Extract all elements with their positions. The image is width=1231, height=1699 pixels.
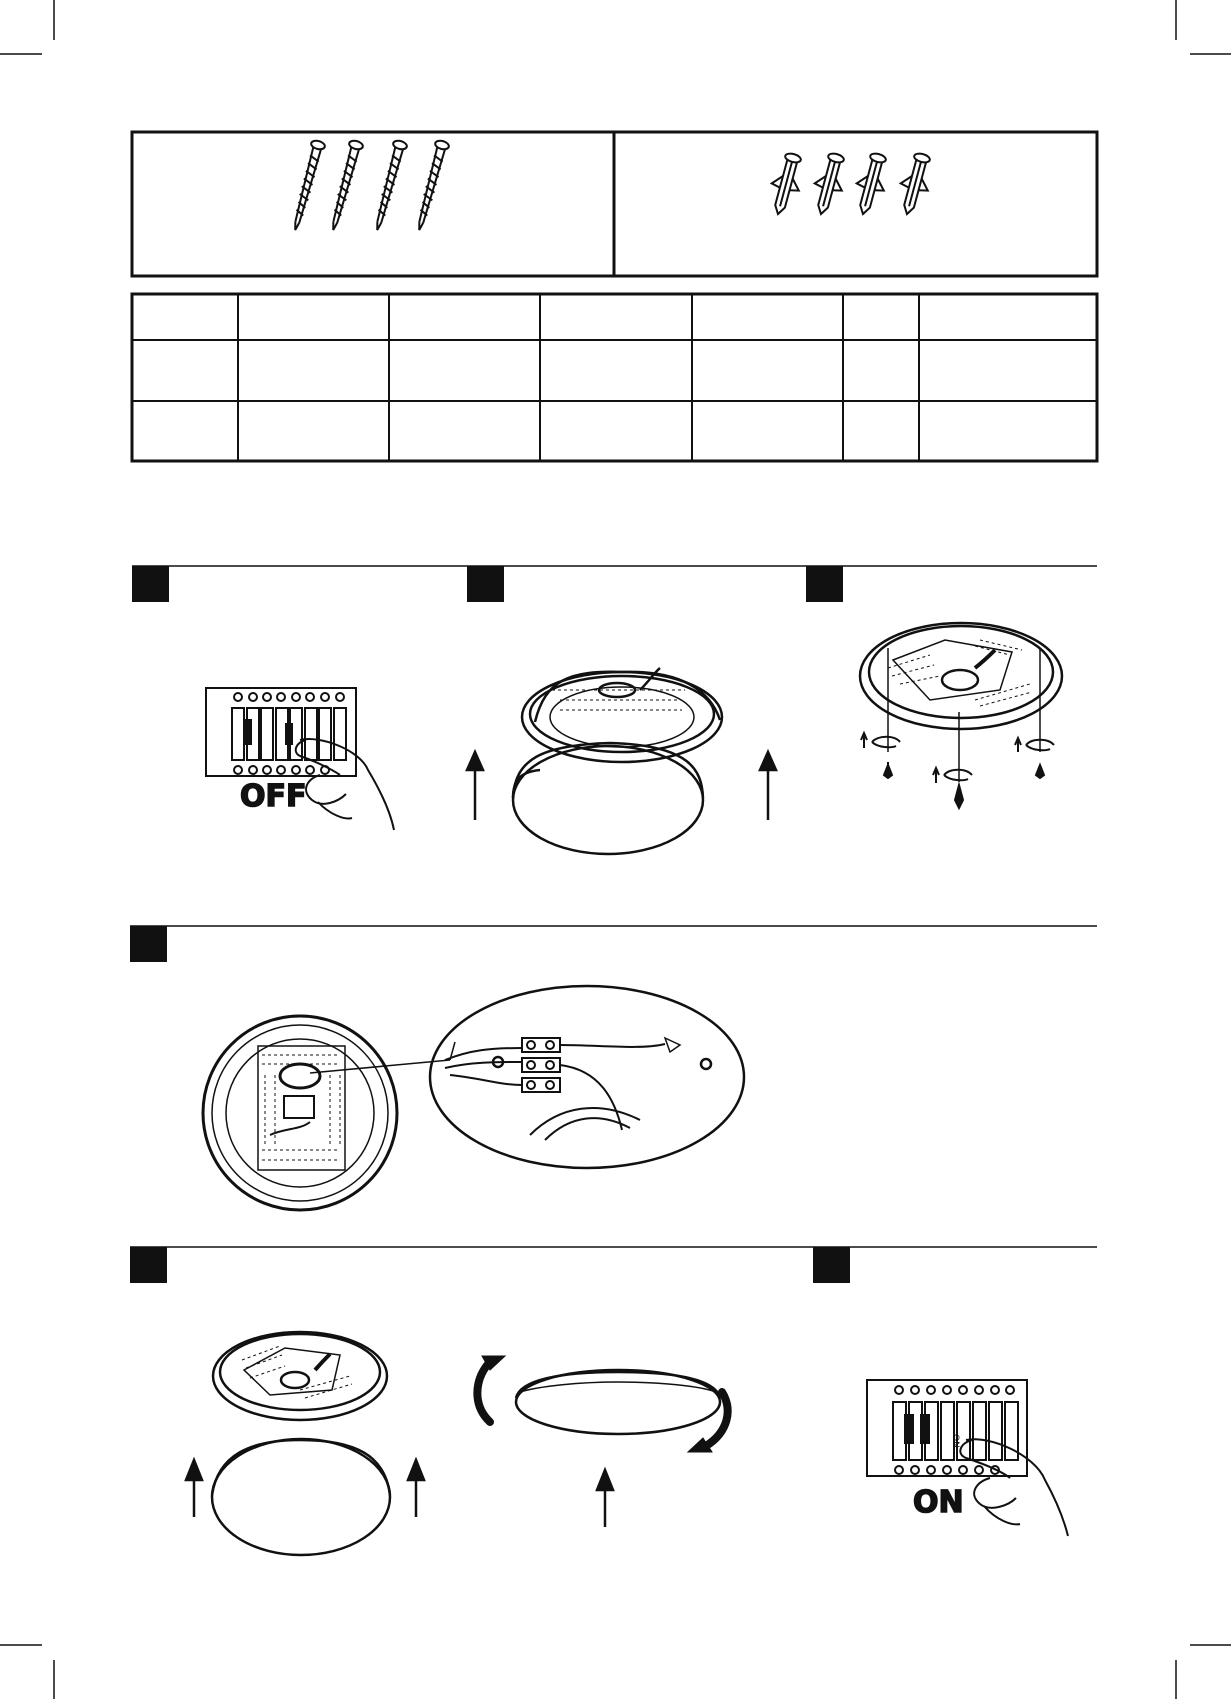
parts-box [132,132,1097,276]
fixture-base-mount [860,623,1062,782]
step-6-badge [813,1247,850,1283]
step-3-badge [806,566,843,602]
off-label: OFF [240,779,307,814]
fixture-top-view [203,1016,450,1210]
up-arrow-icon [597,1470,613,1527]
fixture-reattach [212,1332,390,1555]
on-label: ON [913,1485,964,1520]
switch-on-mark: ON [950,1434,960,1448]
step-2-badge [467,566,504,602]
screw-rotate-icon [861,733,1054,808]
step-headers [130,566,1097,1283]
spec-table [132,294,1097,461]
step-5-badge [130,1247,167,1283]
wall-anchors-icon [764,151,936,218]
step-4-badge [130,926,167,962]
cover-rotate [516,1370,720,1434]
breaker-panel-on [867,1380,1068,1536]
fixture-remove-cover [513,668,722,854]
step-1-badge [132,566,169,602]
wiring-detail-zoom [430,986,744,1168]
screws-icon [288,139,449,231]
